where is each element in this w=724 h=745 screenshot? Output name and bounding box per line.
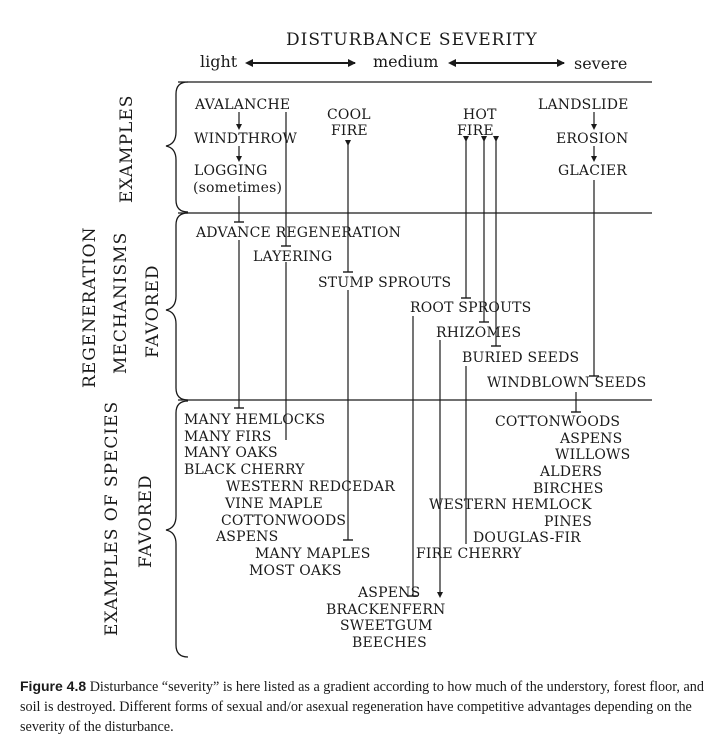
species-cottonwoods-2: COTTONWOODS bbox=[495, 414, 621, 430]
example-hot: HOT bbox=[463, 107, 497, 123]
mechanism-windblown-seeds: WINDBLOWN SEEDS bbox=[487, 375, 647, 391]
species-most-oaks: MOST OAKS bbox=[249, 563, 342, 579]
caption-label: Figure 4.8 bbox=[20, 678, 87, 694]
species-many-maples: MANY MAPLES bbox=[255, 546, 371, 562]
species-birches: BIRCHES bbox=[533, 481, 604, 497]
species-brackenfern: BRACKENFERN bbox=[326, 602, 446, 618]
example-cool: COOL bbox=[327, 107, 371, 123]
species-douglas-fir: DOUGLAS-FIR bbox=[473, 530, 581, 546]
section-favored-2: FAVORED bbox=[136, 474, 156, 568]
section-regeneration: REGENERATION bbox=[80, 226, 100, 388]
species-beeches: BEECHES bbox=[352, 635, 427, 651]
species-western-hemlock: WESTERN HEMLOCK bbox=[429, 497, 592, 513]
section-favored-1: FAVORED bbox=[143, 264, 163, 358]
example-logging: LOGGING bbox=[194, 163, 268, 179]
caption-text: Disturbance “severity” is here listed as a gradient according to how much of the understory, forest floor, and soil is destroyed. Different forms of sexual and/or asexual regeneration have competitive advantages depending on the severity of the disturbance. bbox=[20, 679, 704, 735]
mechanism-buried-seeds: BURIED SEEDS bbox=[462, 350, 580, 366]
severity-light-label: light bbox=[200, 52, 238, 71]
diagram-title: DISTURBANCE SEVERITY bbox=[286, 30, 538, 50]
species-willows: WILLOWS bbox=[555, 447, 631, 463]
mechanism-stump-sprouts: STUMP SPROUTS bbox=[318, 275, 452, 291]
brace-mechanisms bbox=[166, 213, 188, 400]
section-examples: EXAMPLES bbox=[117, 94, 137, 203]
example-erosion: EROSION bbox=[556, 131, 629, 147]
species-cottonwoods-1: COTTONWOODS bbox=[221, 513, 347, 529]
mechanism-layering: LAYERING bbox=[253, 249, 333, 265]
example-avalanche: AVALANCHE bbox=[195, 97, 291, 113]
species-black-cherry: BLACK CHERRY bbox=[184, 462, 305, 478]
severity-severe-label: severe bbox=[574, 54, 628, 73]
species-aspens-1: ASPENS bbox=[216, 529, 279, 545]
species-sweetgum: SWEETGUM bbox=[340, 618, 433, 634]
example-windthrow: WINDTHROW bbox=[194, 131, 298, 147]
mechanism-advance-regeneration: ADVANCE REGENERATION bbox=[196, 225, 402, 241]
section-mechanisms: MECHANISMS bbox=[111, 231, 131, 374]
species-pines: PINES bbox=[544, 514, 593, 530]
severity-medium-label: medium bbox=[373, 52, 439, 71]
species-vine-maple: VINE MAPLE bbox=[225, 496, 323, 512]
figure-caption bbox=[20, 676, 710, 737]
species-fire-cherry: FIRE CHERRY bbox=[416, 546, 522, 562]
mechanism-root-sprouts: ROOT SPROUTS bbox=[410, 300, 532, 316]
species-aspens-2: ASPENS bbox=[358, 585, 421, 601]
brace-examples bbox=[166, 82, 188, 212]
species-alders: ALDERS bbox=[540, 464, 603, 480]
species-many-oaks: MANY OAKS bbox=[184, 445, 278, 461]
example-glacier: GLACIER bbox=[558, 163, 627, 179]
section-species: EXAMPLES OF SPECIES bbox=[102, 400, 122, 636]
example-sometimes: (sometimes) bbox=[193, 180, 283, 196]
mechanism-rhizomes: RHIZOMES bbox=[436, 325, 522, 341]
species-western-redcedar: WESTERN REDCEDAR bbox=[226, 479, 395, 495]
example-hot-fire: FIRE bbox=[457, 123, 494, 139]
species-aspens-3: ASPENS bbox=[560, 431, 623, 447]
species-many-firs: MANY FIRS bbox=[184, 429, 272, 445]
example-landslide: LANDSLIDE bbox=[538, 97, 629, 113]
species-many-hemlocks: MANY HEMLOCKS bbox=[184, 412, 326, 428]
example-cool-fire: FIRE bbox=[331, 123, 368, 139]
